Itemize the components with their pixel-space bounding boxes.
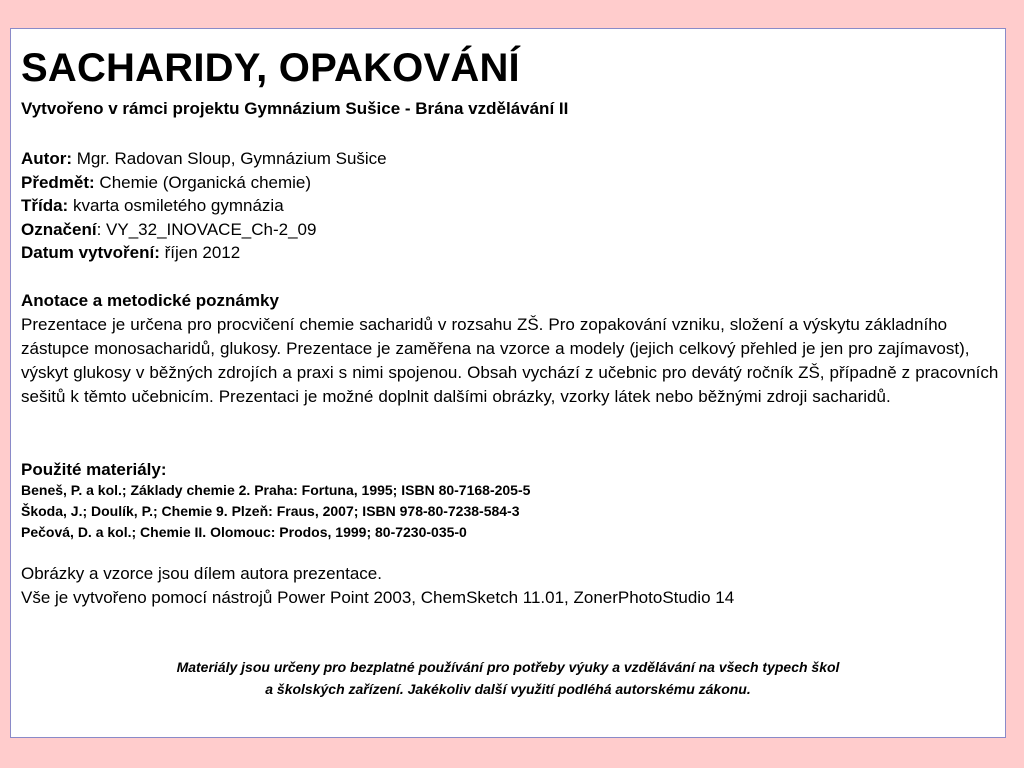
meta-value: kvarta osmiletého gymnázia	[68, 196, 284, 215]
meta-label: Autor:	[21, 149, 72, 168]
page-title: SACHARIDY, OPAKOVÁNÍ	[21, 46, 520, 90]
metadata-block	[21, 147, 387, 265]
credits-line: Obrázky a vzorce jsou dílem autora prezentace.	[21, 564, 382, 583]
meta-label: Datum vytvoření:	[21, 243, 160, 262]
annotation-text: Prezentace je určena pro procvičení chemie sacharidů v rozsahu ZŠ. Pro zopakování vzniku, složení a výskytu základního zástupce monosacharidů, glukosy. Prezentace je zaměřena na vzorce a modely (jejich celkový přehled je jen pro zajímavost), výskyt glukosy v běžných zdrojích a praxi s nimi spojenou. Obsah vychází z učebnic pro devátý ročník ZŠ, případně z pracovních sešitů k těmto učebnicím. Prezentaci je možné doplnit dalšími obrázky, vzorky látek nebo běžnými zdroji sacharidů.	[21, 315, 999, 406]
project-subtitle: Vytvořeno v rámci projektu Gymnázium Sušice - Brána vzdělávání II	[21, 99, 569, 118]
license-footer	[11, 656, 1005, 700]
reference-list	[21, 480, 530, 543]
meta-value: Mgr. Radovan Sloup, Gymnázium Sušice	[71, 149, 387, 168]
meta-class	[21, 194, 387, 218]
materials-heading: Použité materiály:	[21, 460, 167, 479]
annotation-heading: Anotace a metodické poznámky	[21, 291, 279, 310]
meta-label: Předmět:	[21, 172, 95, 192]
meta-author	[21, 147, 387, 171]
meta-code	[21, 218, 387, 242]
meta-value: : VY_32_INOVACE_Ch-2_09	[96, 219, 317, 239]
meta-label: Třída:	[21, 196, 69, 215]
meta-value: Chemie (Organická chemie)	[94, 172, 312, 192]
credits-line: Vše je vytvořeno pomocí nástrojů Power Point 2003, ChemSketch 11.01, ZonerPhotoStudio 14	[21, 588, 735, 607]
meta-subject	[21, 171, 387, 195]
slide	[10, 28, 1006, 738]
reference-item: Škoda, J.; Doulík, P.; Chemie 9. Plzeň: Fraus, 2007; ISBN 978-80-7238-584-3	[21, 503, 520, 519]
footer-line: Materiály jsou určeny pro bezplatné používání pro potřeby výuky a vzdělávání na všech typech škol	[176, 659, 840, 675]
meta-label: Označení	[21, 219, 97, 239]
credits-block	[21, 562, 734, 610]
meta-value: říjen 2012	[159, 243, 241, 262]
reference-item: Beneš, P. a kol.; Základy chemie 2. Praha: Fortuna, 1995; ISBN 80-7168-205-5	[21, 482, 531, 498]
meta-date	[21, 241, 387, 265]
reference-item: Pečová, D. a kol.; Chemie II. Olomouc: Prodos, 1999; 80-7230-035-0	[21, 524, 467, 540]
footer-line: a školských zařízení. Jakékoliv další využití podléhá autorskému zákonu.	[265, 681, 751, 697]
